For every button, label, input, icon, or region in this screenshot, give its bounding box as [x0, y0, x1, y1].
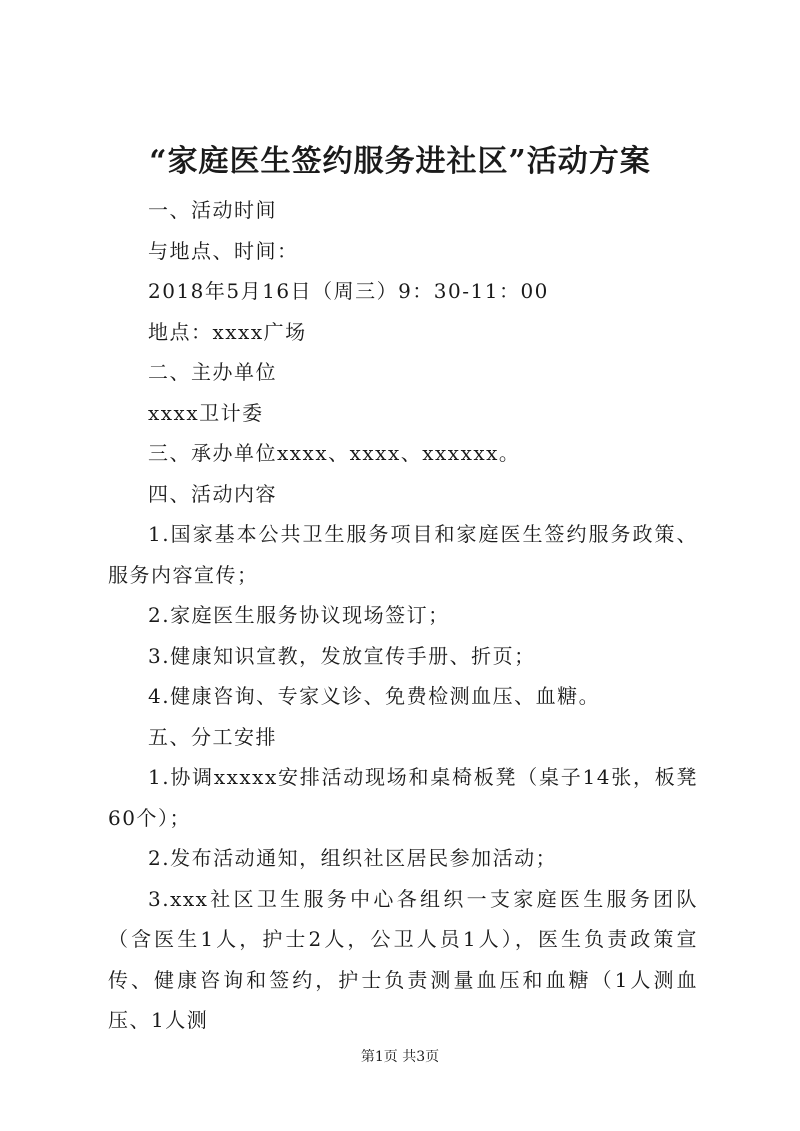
paragraph: 一、活动时间 [148, 198, 277, 222]
paragraph: 4.健康咨询、专家义诊、免费检测血压、血糖。 [148, 684, 601, 708]
paragraph: 3.健康知识宣教，发放宣传手册、折页； [148, 643, 536, 668]
document-body [108, 190, 698, 1041]
paragraph: 二、主办单位 [148, 360, 277, 384]
page-footer: 第1页 共3页 [360, 1049, 440, 1065]
paragraph: 地点：xxxx广场 [148, 319, 307, 344]
document-title: “家庭医生签约服务进社区”活动方案 [149, 144, 651, 179]
paragraph: 四、活动内容 [148, 481, 277, 506]
paragraph: 与地点、时间： [148, 238, 299, 263]
paragraph: 2018年5月16日（周三）9：30-11：00 [148, 279, 549, 303]
paragraph: 五、分工安排 [148, 724, 277, 749]
paragraph: 3.xxx社区卫生服务中心各组织一支家庭医生服务团队（含医生1人，护士2人，公卫人员1人），医生负责政策宣传、健康咨询和签约，护士负责测量血压和血糖（1人测血压、1人测 [108, 886, 698, 1032]
paragraph: 1.协调xxxxx安排活动现场和桌椅板凳（桌子14张，板凳60个）； [108, 765, 698, 830]
paragraph: 三、承办单位xxxx、xxxx、xxxxxx。 [148, 441, 521, 465]
paragraph: 2.家庭医生服务协议现场签订； [148, 603, 450, 627]
paragraph: xxxx卫计委 [148, 400, 264, 425]
paragraph: 1.国家基本公共卫生服务项目和家庭医生签约服务政策、服务内容宣传； [108, 522, 698, 587]
paragraph: 2.发布活动通知，组织社区居民参加活动； [148, 846, 558, 870]
